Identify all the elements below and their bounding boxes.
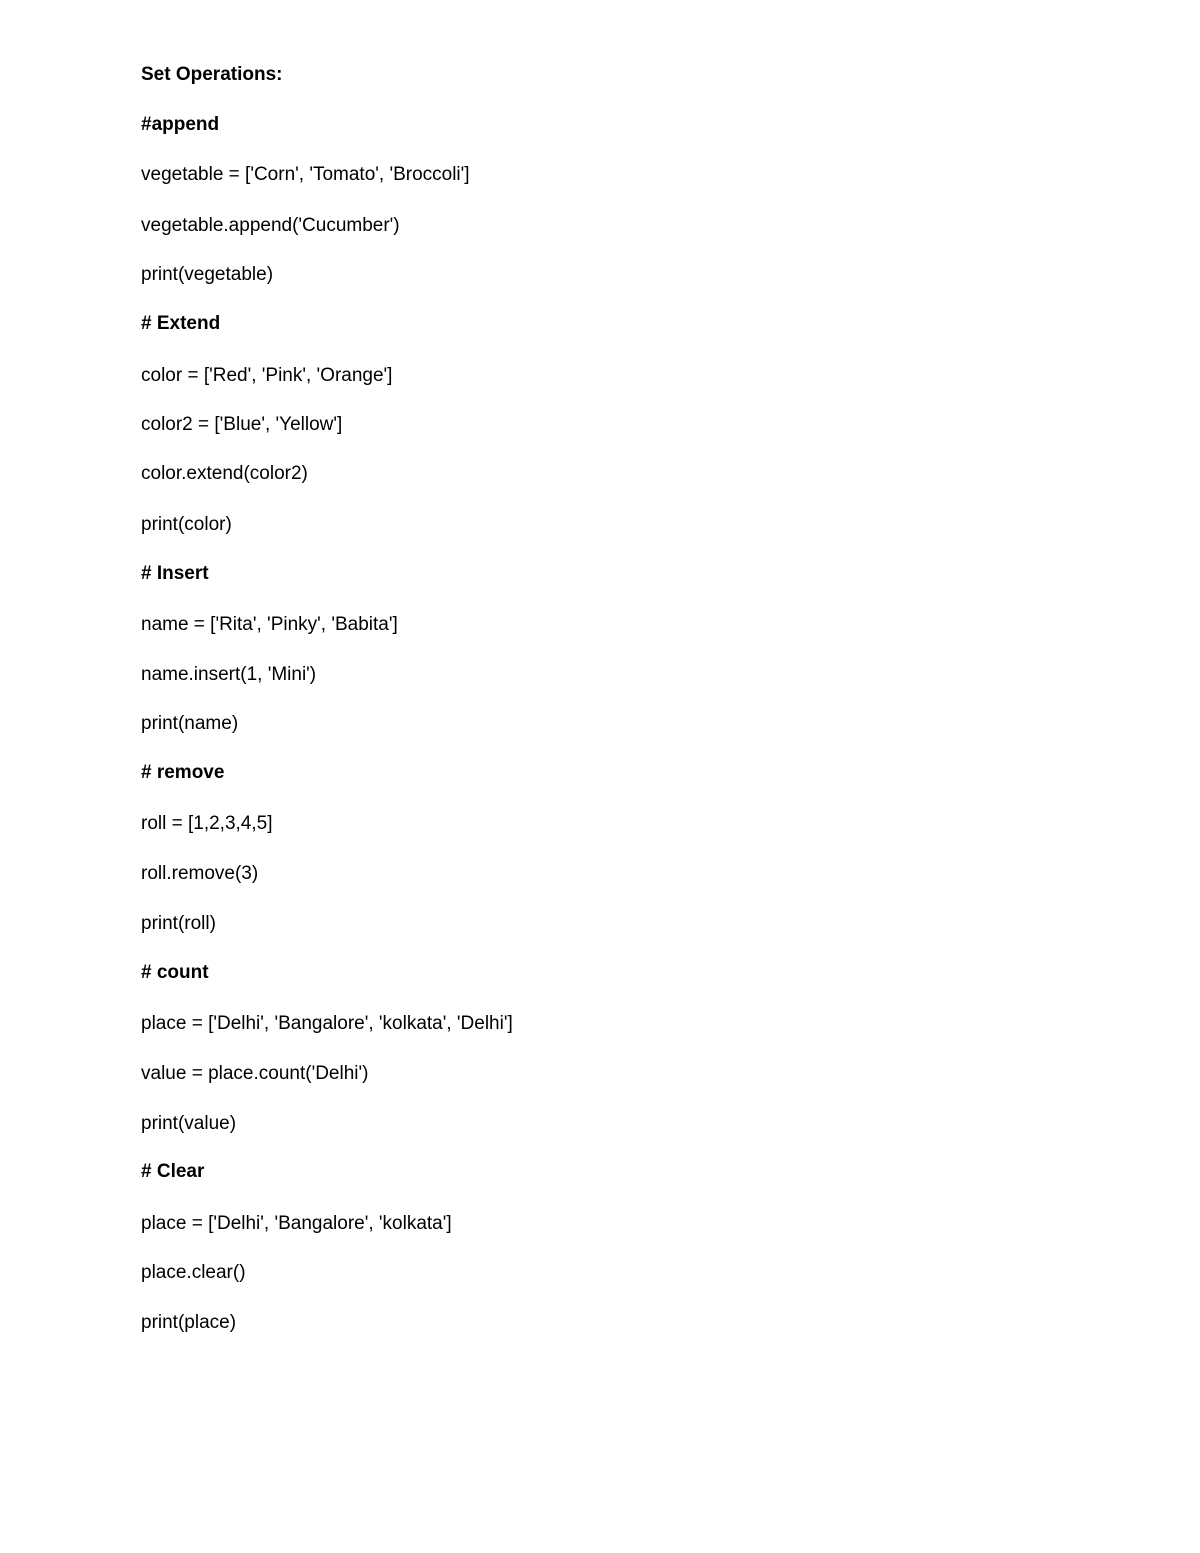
code-line: name = ['Rita', 'Pinky', 'Babita'] bbox=[141, 614, 398, 635]
code-line: color = ['Red', 'Pink', 'Orange'] bbox=[141, 365, 393, 386]
code-line: vegetable.append('Cucumber') bbox=[141, 215, 400, 236]
code-line: print(place) bbox=[141, 1312, 237, 1333]
section-heading-clear: # Clear bbox=[141, 1161, 205, 1182]
code-line: roll.remove(3) bbox=[141, 863, 259, 884]
code-line: print(name) bbox=[141, 713, 239, 734]
code-line: print(color) bbox=[141, 514, 232, 535]
section-heading-insert: # Insert bbox=[141, 563, 209, 584]
code-line: color.extend(color2) bbox=[141, 463, 308, 484]
section-heading-append: #append bbox=[141, 114, 220, 135]
document-title: Set Operations: bbox=[141, 64, 283, 85]
code-line: print(roll) bbox=[141, 913, 216, 934]
code-line: color2 = ['Blue', 'Yellow'] bbox=[141, 414, 343, 435]
section-heading-count: # count bbox=[141, 962, 209, 983]
code-line: name.insert(1, 'Mini') bbox=[141, 664, 317, 685]
code-line: vegetable = ['Corn', 'Tomato', 'Broccoli'] bbox=[141, 164, 470, 185]
code-line: place = ['Delhi', 'Bangalore', 'kolkata'] bbox=[141, 1213, 452, 1234]
code-line: value = place.count('Delhi') bbox=[141, 1063, 369, 1084]
section-heading-extend: # Extend bbox=[141, 313, 221, 334]
code-line: place = ['Delhi', 'Bangalore', 'kolkata', 'Delhi'] bbox=[141, 1013, 513, 1034]
code-line: print(vegetable) bbox=[141, 264, 274, 285]
code-line: place.clear() bbox=[141, 1262, 246, 1283]
section-heading-remove: # remove bbox=[141, 762, 225, 783]
code-line: print(value) bbox=[141, 1113, 237, 1134]
code-line: roll = [1,2,3,4,5] bbox=[141, 813, 273, 834]
